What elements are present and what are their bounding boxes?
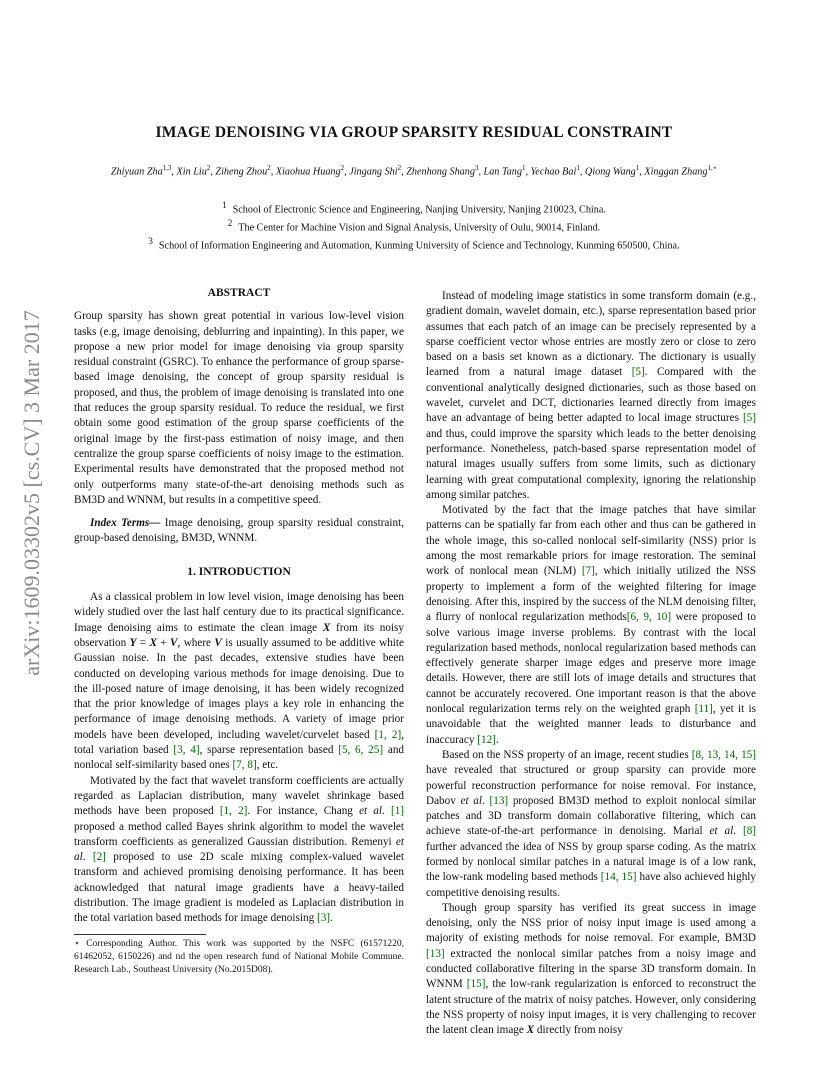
citation-link[interactable]: [5]	[742, 412, 756, 425]
paragraph-text: Motivated by the fact that wavelet transform coefficients are actually regarded as Laplacian distribution, many wavelet shrinkage based methods have been proposed	[74, 774, 404, 818]
citation-link[interactable]: [3]	[316, 912, 331, 925]
citation-link[interactable]: [13]	[426, 947, 445, 960]
paragraph-text: Though group sparsity has verified its great success in image denoising, only the NSS prior of noisy input image is used among a majority of existing methods for noise removal. For example, BM3D	[426, 901, 756, 945]
paragraph-text: were proposed to solve various image inverse problems. By contrast with the local regularization based methods, nonlocal regularization based methods can effectively generate sharper image edges and preserve more image details. However, there are still lots of image details and structures that cannot be accurately recovered. One important reason is that the above nonlocal regularization terms rely on the weighted graph	[426, 611, 757, 716]
paragraph-text: , total variation based	[74, 728, 405, 757]
author-name: Xin Liu	[176, 166, 207, 178]
affiliation-3	[60, 236, 768, 251]
citation-link[interactable]: [8, 13, 14, 15]	[691, 748, 757, 761]
citation-link[interactable]: [1, 2]	[374, 728, 402, 741]
citation-link[interactable]: [3, 4]	[173, 744, 200, 757]
abstract-heading: ABSTRACT	[207, 287, 271, 299]
citation-link[interactable]: [8]	[742, 825, 757, 838]
paragraph-text: , the low-rank regularization is enforced to reconstruct the latent structure of the matrix of noisy patches. However, only considering the NSS property of noisy input images, it is very challenging to recover the latent clean image	[426, 978, 756, 1037]
paragraph-text: . For instance, Chang	[247, 805, 360, 818]
citation-link[interactable]: [7, 8]	[232, 759, 257, 772]
paragraph-text: , yet it is unavoidable that the weighted manner leads to disturbance and inaccuracy	[426, 703, 756, 746]
paragraph-text: further advanced the idea of NSS by group sparse coding. As the matrix formed by nonlocal similar patches in a natural image is of a low rank, the low-rank modeling based methods	[426, 840, 756, 884]
math-symbol: V	[214, 636, 222, 649]
emphasis-text: et al	[709, 825, 734, 838]
paragraph-text: As a classical problem in low level vision, image denoising has been widely studied over the last half century due to its practical significance. Image denoising aims to estimate the clean image	[74, 591, 404, 634]
citation-link[interactable]: [2]	[92, 851, 106, 864]
paragraph-text: directly from noisy	[534, 1024, 623, 1037]
paragraph-text: , sparse representation based	[199, 744, 339, 757]
paragraph-text: proposed BM3D method to exploit nonlocal similar patches and 3D transform domain collaborative filtering, which can achieve state-of-the-art performance in denoising. Marial	[426, 794, 757, 838]
paragraph-text: .	[482, 794, 490, 807]
paragraph-text: and thus, could improve the sparsity which leads to the better denoising performance. Nonetheless, patch-based sparse representation model of natural images usually suffers from some limits, such as dictionary learning with great computational complexity, ignoring the relationship among similar patches.	[426, 427, 756, 501]
math-symbol: V	[170, 636, 178, 649]
affiliation-text: School of Information Engineering and Automation, Kunming University of Science and Technology, Kunming 650500, China.	[158, 240, 680, 252]
citation-link[interactable]: [1, 2]	[219, 805, 248, 818]
index-terms-label: Index Terms—	[90, 517, 161, 530]
index-terms	[74, 516, 404, 547]
footnote-rule	[74, 934, 206, 935]
citation-link[interactable]: [7]	[581, 565, 595, 578]
citation-link[interactable]: [11]	[694, 703, 713, 716]
citation-link[interactable]: [12]	[477, 733, 496, 746]
body-paragraph	[426, 748, 756, 901]
citation-link[interactable]: [1]	[390, 805, 405, 818]
author-affiliation-marker: 1,3	[162, 164, 172, 172]
paragraph-text: , where	[177, 636, 215, 649]
paragraph-text: Based on the NSS property of an image, recent studies	[442, 748, 692, 761]
author-name: Ziheng Zhou	[215, 166, 268, 178]
math-symbol: X	[322, 621, 331, 634]
left-column	[74, 286, 404, 927]
paragraph-text: .	[330, 912, 333, 925]
affiliation-number: 3	[148, 236, 153, 246]
body-paragraph	[426, 901, 756, 1039]
author-list: Zhiyuan Zha$^{1,3}$, Xin Liu$^2$, Ziheng Zhou$^2$, Xiaohua Huang$^2$, Jingang Shi$^2$, Zhenhong Shang$^3$, Lan Tang$^1$, Yechao Bai$^1$, Qiong Wang$^1$, Xinggan Zhang$^{1,⋆}$	[110, 164, 718, 178]
paragraph-text: have revealed that structured or group sparsity can provide more powerful reconstruction performance for noise removal. For instance, Dabov	[426, 764, 756, 807]
introduction-paragraphs-left	[74, 590, 404, 927]
affiliation-number: 2	[227, 218, 233, 228]
paragraph-text: .	[733, 825, 743, 838]
emphasis-text: et al	[74, 835, 404, 864]
paragraph-text: from its noisy observation	[74, 621, 404, 649]
citation-link[interactable]: [13]	[489, 794, 509, 807]
body-paragraph	[426, 289, 756, 503]
author-name: Zhenhong Shang	[406, 166, 475, 178]
paragraph-text: +	[156, 636, 171, 649]
math-symbol: X	[526, 1024, 535, 1037]
paragraph-text: and nonlocal self-similarity based ones	[74, 744, 405, 772]
author-name: Xinggan Zhang	[644, 166, 708, 178]
introduction-paragraphs-right	[426, 289, 756, 1039]
paragraph-text: Motivated by the fact that the image patches that have similar patterns can be spatially far from each other and thus can be gathered in the whole image, this so-called nonlocal self-similarity (NSS) prior is among the most remarkable priors for image restoration. The seminal work of nonlocal mean (NLM)	[426, 504, 756, 578]
paragraph-text: , which initially utilized the NSS property to implement a form of the weighted filtering for image denoising. After this, inspired by the success of the NLM denoising filter, a flurry of nonlocal regularization methods	[426, 565, 757, 624]
paper-title: IMAGE DENOISING VIA GROUP SPARSITY RESIDUAL CONSTRAINT	[155, 124, 673, 141]
affiliation-1	[60, 200, 768, 215]
author-affiliation-marker: 1	[635, 164, 640, 172]
citation-link[interactable]: [14, 15]	[600, 871, 637, 884]
body-paragraph	[426, 503, 756, 748]
introduction-heading: 1. INTRODUCTION	[187, 565, 291, 578]
arxiv-stamp: arXiv:1609.03302v5 [cs.CV] 3 Mar 2017	[19, 310, 44, 676]
right-column	[426, 289, 756, 1039]
citation-link[interactable]: [6, 9, 10]	[626, 611, 672, 624]
paragraph-text: proposed a method called Bayes shrink algorithm to model the wavelet transform coefficients as generalized Gaussian distribution. Remenyi	[74, 820, 404, 848]
paragraph-text: proposed to use 2D scale mixing complex-valued wavelet transform and achieved promising denoising performance. It has been acknowledged that natural image gradients have a heavy-tailed distribution. The image gradient is modeled as Laplacian distribution in the total variation based methods for image denoising	[74, 851, 404, 925]
author-name: Yechao Bai	[530, 166, 577, 178]
paragraph-text: .	[382, 805, 391, 818]
paragraph-text: have also achieved highly competitive denoising results.	[426, 871, 757, 899]
math-symbol: Y	[129, 636, 137, 649]
affiliation-number: 1	[222, 200, 227, 210]
citation-link[interactable]: [5, 6, 25]	[338, 744, 384, 757]
author-name: Jingang Shi	[349, 166, 398, 178]
citation-link[interactable]: [5]	[631, 366, 645, 379]
affiliation-text: School of Electronic Science and Engineering, Nanjing University, Nanjing 210023, China.	[232, 204, 606, 216]
author-affiliation-marker: 1	[576, 164, 580, 172]
emphasis-text: et al	[359, 805, 382, 818]
paragraph-text: extracted the nonlocal similar patches from a noisy image and conducted collaborative filtering in the sparse 3D transform domain. In WNNM	[426, 947, 756, 991]
paragraph-text: .	[82, 851, 93, 864]
citation-link[interactable]: [15]	[466, 978, 486, 991]
footnote: ⋆ Corresponding Author. This work was supported by the NSFC (61571220, 61462052, 6150226) and nd the open research fund of National Mobile Commune. Research Lab., Southeast University (No.2015D08).	[74, 939, 404, 975]
author-affiliation-marker: 2	[267, 164, 271, 172]
paragraph-text: Instead of modeling image statistics in some transform domain (e.g., gradient domain, wavelet domain, etc.), sparse representation based prior assumes that each patch of an image can be precisely represented by a sparse coefficient vector whose entries are mostly zero or close to zero based on a basis set known as a dictionary. The dictionary is usually learned from a natural image dataset	[426, 290, 756, 379]
author-affiliation-marker: 3	[474, 164, 479, 172]
author-affiliation-marker: 1	[521, 164, 526, 172]
author-name: Zhiyuan Zha	[110, 166, 163, 178]
affiliation-text: The Center for Machine Vision and Signal Analysis, University of Oulu, 90014, Finland.	[238, 222, 601, 234]
index-terms-text: Image denoising, group sparsity residual constraint, group-based denoising, BM3D, WNNM.	[74, 517, 404, 545]
author-name: Lan Tang	[483, 166, 522, 178]
author-affiliation-marker: 2	[340, 164, 345, 172]
abstract-text: Group sparsity has shown great potential in various low-level vision tasks (e.g, image denoising, deblurring and inpainting). In this paper, we propose a new prior model for image denoising via group sparsity residual constraint (GSRC). To enhance the performance of group sparse-based image denoising, the concept of group sparsity residual is proposed, and thus, the problem of image denoising is translated into one that reduces the group sparsity residual. To reduce the residual, we first obtain some good estimation of the group sparse coefficients of the original image by the first-pass estimation of noisy image, and then centralize the group sparse coefficients of noisy image to the estimation. Experimental results have demonstrated that the proposed method not only outperforms many state-of-the-art denoising methods such as BM3D and WNNM, but results in a competitive speed.	[74, 310, 404, 506]
emphasis-text: et al	[460, 794, 482, 807]
author-affiliation-marker: 2	[397, 164, 402, 172]
paragraph-text: =	[136, 636, 150, 649]
author-name: Xiaohua Huang	[275, 166, 341, 178]
author-affiliation-marker: 1,⋆	[707, 164, 718, 172]
paragraph-text: . Compared with the conventional analytically designed dictionaries, such as those based on wavelet, curvelet and DCT, dictionaries learned directly from images have an advantage of being better adapted to local image structures	[426, 366, 756, 425]
paragraph-text: .	[495, 733, 499, 746]
math-symbol: X	[149, 636, 157, 649]
body-paragraph	[74, 590, 404, 774]
paragraph-text: is usually assumed to be additive white Gaussian noise. In the past decades, extensive studies have been conducted on developing various methods for image denoising. Due to the ill-posed nature of image denoising, it has been widely recognized that the prior knowledge of images plays a key role in enhancing the performance of image denoising methods. A variety of image prior models have been developed, including wavelet/curvelet based	[74, 636, 404, 741]
author-affiliation-marker: 2	[206, 164, 211, 172]
author-name: Qiong Wang	[584, 166, 636, 178]
body-paragraph	[74, 774, 404, 927]
affiliation-2	[60, 218, 768, 233]
paragraph-text: , etc.	[256, 759, 279, 772]
